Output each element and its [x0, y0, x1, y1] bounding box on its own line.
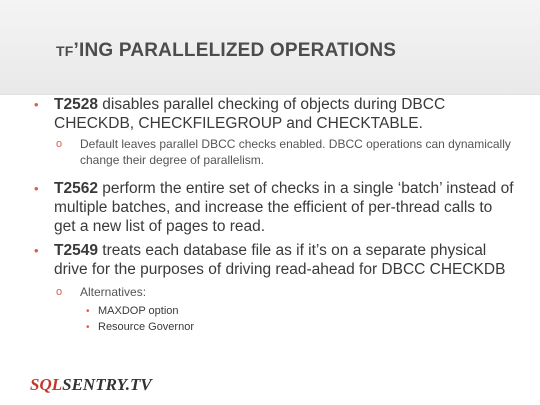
subsub-bullet-maxdop	[34, 304, 514, 320]
trace-flag-id: T2562	[54, 180, 98, 197]
bullet-t2528	[34, 95, 514, 133]
logo-tv: .TV	[125, 375, 152, 394]
slide-title	[56, 40, 496, 62]
bullet-t2549	[34, 241, 514, 279]
sub-bullet-text: Alternatives:	[80, 285, 147, 299]
subsub-bullet-marker: •	[86, 305, 90, 317]
logo-sentry: SENTRY	[62, 375, 126, 394]
logo-sql: SQL	[30, 375, 63, 394]
sub-bullet-default	[34, 137, 514, 168]
bullet-text: perform the entire set of checks in a single ‘batch’ instead of multiple batches, and increase the efficient of per-thread calls to get a new list of pages to read.	[54, 180, 514, 235]
title-prefix: TF	[56, 43, 74, 59]
bullet-t2562	[34, 179, 514, 236]
sub-bullet-marker: o	[56, 286, 63, 298]
subsub-bullet-text: Resource Governor	[98, 321, 194, 333]
slide-content	[34, 95, 514, 336]
bullet-marker: •	[34, 181, 39, 196]
bullet-marker: •	[34, 97, 39, 112]
sub-bullet-text: Default leaves parallel DBCC checks enabled. DBCC operations can dynamically change their degree of parallelism.	[80, 137, 511, 167]
trace-flag-id: T2528	[54, 96, 98, 113]
subsub-bullet-resource-governor	[34, 320, 514, 336]
subsub-bullet-text: MAXDOP option	[98, 304, 179, 317]
slide-header	[0, 0, 540, 95]
bullet-marker: •	[34, 243, 39, 258]
sqlsentry-logo	[30, 375, 152, 399]
bullet-text: disables parallel checking of objects during DBCC CHECKDB, CHECKFILEGROUP and CHECKTABLE.	[54, 96, 446, 132]
subsub-bullet-marker: •	[86, 322, 90, 333]
trace-flag-id: T2549	[54, 242, 98, 259]
sub-bullet-marker: o	[56, 138, 63, 150]
title-text: ’ING PARALLELIZED OPERATIONS	[73, 40, 397, 61]
sub-bullet-alternatives	[34, 285, 514, 301]
bullet-text: treats each database file as if it’s on a separate physical drive for the purposes of driving read-ahead for DBCC CHECKDB	[54, 242, 506, 278]
